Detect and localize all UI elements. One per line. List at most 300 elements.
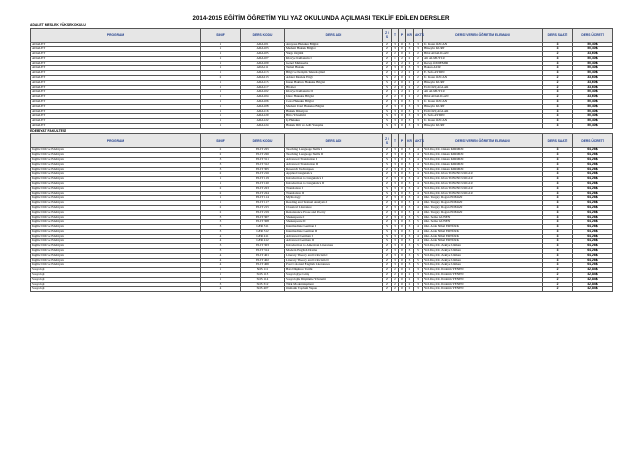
cell-ucret: 64,26₺ (573, 191, 613, 196)
cell-t: 2 (392, 273, 399, 278)
cell-kr: 3 (406, 42, 414, 47)
cell-saat: 3 (543, 148, 573, 153)
cell-sinif: 3 (201, 220, 241, 225)
cell-akts: 2 (414, 56, 423, 61)
cell-saat: 2 (543, 282, 573, 287)
cell-p: 2 (399, 90, 406, 95)
cell-kr: 3 (406, 47, 414, 52)
cell-sinif: 1 (201, 124, 241, 129)
cell-p: 0 (399, 253, 406, 258)
cell-kr: 3 (406, 162, 414, 167)
cell-program: ADALET (31, 66, 201, 71)
cell-ucret: 64,26₺ (573, 196, 613, 201)
cell-ucret: 64,26₺ (573, 229, 613, 234)
cell-sinif: 3 (201, 162, 241, 167)
cell-ucret: 64,26₺ (573, 177, 613, 182)
cell-t: 3 (392, 201, 399, 206)
cell-program: İngiliz Dili ve Edebiyatı (31, 181, 201, 186)
cell-program: İngiliz Dili ve Edebiyatı (31, 167, 201, 172)
cell-akts: 4 (414, 210, 423, 215)
cell-kod: GER 312 (241, 229, 285, 234)
cell-sinif: 1 (201, 61, 241, 66)
cell-ucret: 42,84₺ (573, 277, 613, 282)
header-program: PROGRAM (31, 134, 201, 148)
cell-saat: 3 (543, 47, 573, 52)
cell-t: 2 (392, 76, 399, 81)
cell-kr: 3 (406, 225, 414, 230)
cell-kod: ADA116 (241, 109, 285, 114)
cell-kod: ELIT 226 (241, 153, 285, 158)
cell-saat: 3 (543, 153, 573, 158)
cell-akts: 3 (414, 273, 423, 278)
cell-saat: 3 (543, 220, 573, 225)
cell-hoca: Okt. Arda Nihal ERTÜRK (423, 234, 543, 239)
cell-ucret: 33,60₺ (573, 85, 613, 90)
cell-zs: Z (383, 90, 392, 95)
cell-zs: S (383, 229, 392, 234)
cell-hoca: Yrd.Doç.Dr. Ozkan KIRMIZI (423, 153, 543, 158)
cell-kod: ADA102 (241, 90, 285, 95)
cell-ad: Post Colonial English Literatures (285, 263, 383, 268)
cell-akts: 3 (414, 282, 423, 287)
cell-p: 0 (399, 76, 406, 81)
cell-zs: Z (383, 201, 392, 206)
cell-akts: 4 (414, 172, 423, 177)
cell-akts: 3 (414, 47, 423, 52)
cell-hoca: Yrd.Doç.Dr. Zekiye Umhan (423, 249, 543, 254)
cell-zs: Z (383, 205, 392, 210)
cell-t: 3 (392, 66, 399, 71)
cell-sinif: 4 (201, 263, 241, 268)
cell-zs: Z (383, 148, 392, 153)
cell-akts: 2 (414, 80, 423, 85)
cell-ad: Research Techniques (285, 167, 383, 172)
cell-akts: 3 (414, 100, 423, 105)
cell-hoca: Yrd.Doç.Dr. Irfan TOSUNCUOGLU (423, 191, 543, 196)
cell-program: ADALET (31, 76, 201, 81)
cell-p: 0 (399, 42, 406, 47)
cell-saat: 3 (543, 263, 573, 268)
cell-akts: 4 (414, 196, 423, 201)
cell-kr: 3 (406, 148, 414, 153)
cell-p: 0 (399, 114, 406, 119)
cell-zs: Z (383, 167, 392, 172)
cell-p: 0 (399, 153, 406, 158)
cell-t: 2 (392, 52, 399, 57)
cell-kod: ELIT 216 (241, 172, 285, 177)
cell-ad: Modern English Drama (285, 249, 383, 254)
cell-kr: 3 (406, 104, 414, 109)
cell-akts: 3 (414, 114, 423, 119)
cell-sinif: 3 (201, 215, 241, 220)
cell-hoca: Okt. Sema GÜNEN (423, 215, 543, 220)
cell-ad: Shakespeare II (285, 220, 383, 225)
cell-ucret: 42,84₺ (573, 287, 613, 292)
cell-zs: Z (383, 282, 392, 287)
cell-ad: Advanced German II (285, 239, 383, 244)
cell-ucret: 64,26₺ (573, 162, 613, 167)
cell-kod: ELIT 215 (241, 205, 285, 210)
header-kod: DERS KODU (241, 134, 285, 148)
cell-sinif: 4 (201, 234, 241, 239)
cell-zs: S (383, 162, 392, 167)
cell-hoca: Hüseyin KURT (423, 124, 543, 129)
cell-ad: Hukuk Dili ve Adli Yazışma (285, 124, 383, 129)
cell-sinif: 3 (201, 225, 241, 230)
cell-p: 0 (399, 277, 406, 282)
cell-kr: 3 (406, 210, 414, 215)
cell-sinif: 1 (201, 47, 241, 52)
cell-zs: Z (383, 258, 392, 263)
cell-kod: ADA111 (241, 66, 285, 71)
cell-sinif: 1 (201, 42, 241, 47)
cell-kr: 3 (406, 124, 414, 129)
cell-t: 2 (392, 80, 399, 85)
header-ad: DERS ADI (285, 28, 383, 42)
cell-p: 0 (399, 148, 406, 153)
cell-ucret: 33,60₺ (573, 52, 613, 57)
cell-akts: 3 (414, 104, 423, 109)
cell-t: 2 (392, 287, 399, 292)
cell-t: 3 (392, 172, 399, 177)
cell-kod: ELIT 119 (241, 177, 285, 182)
cell-kod: ELIT 311 (241, 157, 285, 162)
cell-zs: Z (383, 287, 392, 292)
cell-zs: Z (383, 153, 392, 158)
header-row (31, 134, 613, 148)
cell-kr: 3 (406, 153, 414, 158)
cell-akts: 4 (414, 186, 423, 191)
cell-ad: Translation I (285, 186, 383, 191)
cell-ucret: 64,26₺ (573, 167, 613, 172)
table-row (31, 287, 613, 292)
section-title: EDEBİYAT FAKÜLTESİ (30, 129, 612, 134)
cell-t: 3 (392, 263, 399, 268)
header-kr: KR (406, 28, 414, 42)
cell-saat: 3 (543, 71, 573, 76)
cell-ucret: 33,60₺ (573, 95, 613, 100)
cell-kr: 2 (406, 273, 414, 278)
cell-akts: 4 (414, 148, 423, 153)
cell-ucret: 64,26₺ (573, 181, 613, 186)
cell-p: 0 (399, 100, 406, 105)
cell-akts: 3 (414, 109, 423, 114)
cell-program: İngiliz Dili ve Edebiyatı (31, 205, 201, 210)
cell-kod: ADA109 (241, 61, 285, 66)
cell-akts: 4 (414, 157, 423, 162)
cell-zs: S (383, 85, 392, 90)
cell-program: ADALET (31, 90, 201, 95)
cell-hoca: Okt. Arda Nihal ERTÜRK (423, 229, 543, 234)
cell-p: 0 (399, 80, 406, 85)
cell-p: 0 (399, 95, 406, 100)
cell-zs: S (383, 191, 392, 196)
cell-p: 0 (399, 177, 406, 182)
cell-program: ADALET (31, 71, 201, 76)
cell-sinif: 3 (201, 244, 241, 249)
cell-hoca: Hakan AZİZ (423, 66, 543, 71)
cell-program: İngiliz Dili ve Edebiyatı (31, 249, 201, 254)
cell-ad: Batı Düşünce Tarihi (285, 268, 383, 273)
header-p: P (399, 28, 406, 42)
cell-ad: Reading and Textual Analysis I (285, 201, 383, 206)
cell-ad: Translation II (285, 191, 383, 196)
cell-kr: 3 (406, 119, 414, 124)
cell-saat: 3 (543, 42, 573, 47)
cell-t: 3 (392, 210, 399, 215)
cell-akts: 2 (414, 52, 423, 57)
cell-ad: Hitabet (285, 85, 383, 90)
cell-ucret: 50,40₺ (573, 56, 613, 61)
header-hoca: DERSİ VEREN ÖĞRETİM ELEMANI (423, 28, 543, 42)
cell-t: 2 (392, 95, 399, 100)
cell-ucret: 64,26₺ (573, 244, 613, 249)
cell-t: 3 (392, 220, 399, 225)
cell-program: ADALET (31, 124, 201, 129)
cell-zs: Z (383, 249, 392, 254)
cell-sinif: 1 (201, 277, 241, 282)
cell-ucret: 64,26₺ (573, 220, 613, 225)
cell-p: 0 (399, 157, 406, 162)
cell-t: 3 (392, 181, 399, 186)
cell-p: 0 (399, 162, 406, 167)
cell-saat: 2 (543, 85, 573, 90)
cell-kod: ELIT 303 (241, 244, 285, 249)
cell-sinif: 1 (201, 196, 241, 201)
cell-saat: 2 (543, 268, 573, 273)
cell-ad: Introduction to Linguistics I (285, 177, 383, 182)
cell-kod: ADA124 (241, 124, 285, 129)
cell-kr: 3 (406, 186, 414, 191)
cell-kr: 3 (406, 114, 414, 119)
header-t: T (392, 28, 399, 42)
cell-saat: 3 (543, 244, 573, 249)
header-ucret: DERS ÜCRETİ (573, 28, 613, 42)
cell-t: 2 (392, 268, 399, 273)
cell-kr: 3 (406, 109, 414, 114)
cell-hoca: Okt. Sema GÜNEN (423, 220, 543, 225)
cell-sinif: 3 (201, 229, 241, 234)
cell-sinif: 1 (201, 95, 241, 100)
cell-zs: Z (383, 210, 392, 215)
cell-sinif: 1 (201, 268, 241, 273)
cell-zs: Z (383, 47, 392, 52)
cell-p: 0 (399, 47, 406, 52)
cell-saat: 3 (543, 186, 573, 191)
cell-kod: ELIT 223 (241, 186, 285, 191)
cell-program: İngiliz Dili ve Edebiyatı (31, 148, 201, 153)
cell-saat: 3 (543, 201, 573, 206)
cell-hoca: Yrd.Doç.Dr. Ozkan KIRMIZI (423, 157, 543, 162)
cell-hoca: Okt. Turgay Doğan EDMAN (423, 201, 543, 206)
header-sinif: SINIF (201, 134, 241, 148)
cell-kod: SOS 113 (241, 273, 285, 278)
cell-hoca: Erdi ÖZÇAĞLAR (423, 85, 543, 90)
cell-ucret: 64,26₺ (573, 205, 613, 210)
cell-zs: Z (383, 215, 392, 220)
cell-kod: ADA115 (241, 80, 285, 85)
cell-hoca: Ali ALMUTLU (423, 90, 543, 95)
cell-hoca: Yrd.Doç.Dr. Irfan TOSUNCUOGLU (423, 177, 543, 182)
cell-p: 0 (399, 234, 406, 239)
section-title: ADALET MESLEK YÜKSEKOKULU (30, 23, 612, 28)
cell-hoca: Yrd.Doç.Dr. Ozkan KIRMIZI (423, 167, 543, 172)
cell-kod: ELIT 225 (241, 148, 285, 153)
cell-akts: 2 (414, 76, 423, 81)
cell-kod: ELIT 117 (241, 201, 285, 206)
cell-akts: 4 (414, 205, 423, 210)
cell-program: İngiliz Dili ve Edebiyatı (31, 225, 201, 230)
cell-ucret: 64,26₺ (573, 253, 613, 258)
cell-kod: SOS 111 (241, 268, 285, 273)
cell-ucret: 64,26₺ (573, 249, 613, 254)
cell-program: ADALET (31, 104, 201, 109)
cell-p: 0 (399, 244, 406, 249)
cell-program: İngiliz Dili ve Edebiyatı (31, 177, 201, 182)
cell-zs: Z (383, 71, 392, 76)
cell-program: İngiliz Dili ve Edebiyatı (31, 234, 201, 239)
cell-t: 3 (392, 104, 399, 109)
cell-t: 3 (392, 186, 399, 191)
header-zs: Z / S (383, 134, 392, 148)
cell-sinif: 2 (201, 186, 241, 191)
cell-sinif: 4 (201, 239, 241, 244)
cell-kr: 3 (406, 196, 414, 201)
cell-zs: S (383, 225, 392, 230)
cell-ad: Advanced Translation II (285, 162, 383, 167)
cell-t: 1 (392, 71, 399, 76)
header-akts: AKTS (414, 28, 423, 42)
cell-hoca: Hüseyin KURT (423, 47, 543, 52)
header-program: PROGRAM (31, 28, 201, 42)
cell-kr: 2 (406, 71, 414, 76)
cell-zs: Z (383, 277, 392, 282)
header-zs: Z / S (383, 28, 392, 42)
header-hoca: DERSİ VEREN ÖĞRETİM ELEMANI (423, 134, 543, 148)
cell-kr: 2 (406, 85, 414, 90)
header-saat: DERS SAATİ (543, 28, 573, 42)
header-kod: DERS KODU (241, 28, 285, 42)
cell-t: 2 (392, 277, 399, 282)
cell-zs: Z (383, 42, 392, 47)
cell-hoca: Yrd.Doç.Dr. İbrahim YENEN (423, 277, 543, 282)
cell-zs: Z (383, 56, 392, 61)
cell-kr: 3 (406, 100, 414, 105)
cell-kr: 3 (406, 249, 414, 254)
cell-t: 3 (392, 124, 399, 129)
cell-sinif: 1 (201, 119, 241, 124)
cell-ucret: 33,60₺ (573, 80, 613, 85)
cell-saat: 2 (543, 287, 573, 292)
cell-program: Sosyoloji (31, 282, 201, 287)
cell-ucret: 50,40₺ (573, 109, 613, 114)
cell-ad: Genel Muhasebe (285, 61, 383, 66)
cell-ucret: 50,40₺ (573, 124, 613, 129)
cell-kod: ADA213 (241, 76, 285, 81)
cell-kod: ADA117 (241, 85, 285, 90)
cell-ad: Bilgi ve İletişim Teknolojileri (285, 71, 383, 76)
cell-t: 3 (392, 229, 399, 234)
cell-sinif: 2 (201, 172, 241, 177)
cell-ad: Introduction to Linguistics II (285, 181, 383, 186)
cell-t: 1 (392, 56, 399, 61)
cell-kod: ELIT 120 (241, 181, 285, 186)
cell-sinif: 1 (201, 90, 241, 95)
cell-kr: 3 (406, 239, 414, 244)
cell-hoca: Yrd.Doç.Dr. İbrahim YENEN (423, 282, 543, 287)
cell-kr: 3 (406, 191, 414, 196)
cell-program: İngiliz Dili ve Edebiyatı (31, 258, 201, 263)
cell-akts: 3 (414, 119, 423, 124)
cell-zs: Z (383, 273, 392, 278)
cell-kr: 2 (406, 56, 414, 61)
cell-ad: Intermediate German I (285, 225, 383, 230)
cell-t: 3 (392, 244, 399, 249)
cell-kr: 3 (406, 220, 414, 225)
header-p: P (399, 134, 406, 148)
cell-p: 0 (399, 119, 406, 124)
cell-hoca: Okt. Turgay Doğan EDMAN (423, 210, 543, 215)
cell-sinif: 1 (201, 273, 241, 278)
cell-akts: 2 (414, 85, 423, 90)
cell-ad: Klavye Kullanımı II (285, 90, 383, 95)
cell-saat: 2 (543, 80, 573, 85)
cell-t: 3 (392, 177, 399, 182)
cell-hoca: Okt. Turgay Doğan EDMAN (423, 205, 543, 210)
cell-sinif: 3 (201, 157, 241, 162)
cell-kr: 3 (406, 244, 414, 249)
cell-ad: Teaching Language Skills I (285, 148, 383, 153)
cell-ucret: 64,26₺ (573, 239, 613, 244)
cell-ucret: 50,40₺ (573, 47, 613, 52)
cell-akts: 5 (414, 263, 423, 268)
cell-ucret: 42,84₺ (573, 268, 613, 273)
cell-ad: Renaissance Prose and Poetry (285, 210, 383, 215)
cell-hoca: Ali ALMUTLU (423, 56, 543, 61)
cell-akts: 3 (414, 287, 423, 292)
cell-akts: 2 (414, 90, 423, 95)
cell-zs: S (383, 119, 392, 124)
cell-sinif: 2 (201, 205, 241, 210)
cell-saat: 3 (543, 124, 573, 129)
cell-kod: ADA106 (241, 100, 285, 105)
cell-sinif: 2 (201, 148, 241, 153)
cell-hoca: Bilal ADALIGAN (423, 95, 543, 100)
cell-sinif: 2 (201, 153, 241, 158)
cell-p: 0 (399, 229, 406, 234)
cell-program: İngiliz Dili ve Edebiyatı (31, 210, 201, 215)
cell-p: 0 (399, 52, 406, 57)
cell-program: ADALET (31, 85, 201, 90)
cell-ad: Advanced German I (285, 234, 383, 239)
cell-saat: 3 (543, 181, 573, 186)
cell-ad: Osmanlı Toplum Yapısı (285, 287, 383, 292)
cell-sinif: 2 (201, 191, 241, 196)
cell-ucret: 64,26₺ (573, 201, 613, 206)
cell-t: 3 (392, 153, 399, 158)
cell-t: 3 (392, 205, 399, 210)
cell-p: 0 (399, 273, 406, 278)
cell-kod: ADA122 (241, 119, 285, 124)
cell-program: ADALET (31, 100, 201, 105)
cell-saat: 2 (543, 76, 573, 81)
cell-kr: 3 (406, 157, 414, 162)
cell-akts: 3 (414, 124, 423, 129)
cell-sinif: 2 (201, 210, 241, 215)
course-table (30, 28, 613, 129)
cell-saat: 3 (543, 109, 573, 114)
cell-kod: ADA108 (241, 104, 285, 109)
